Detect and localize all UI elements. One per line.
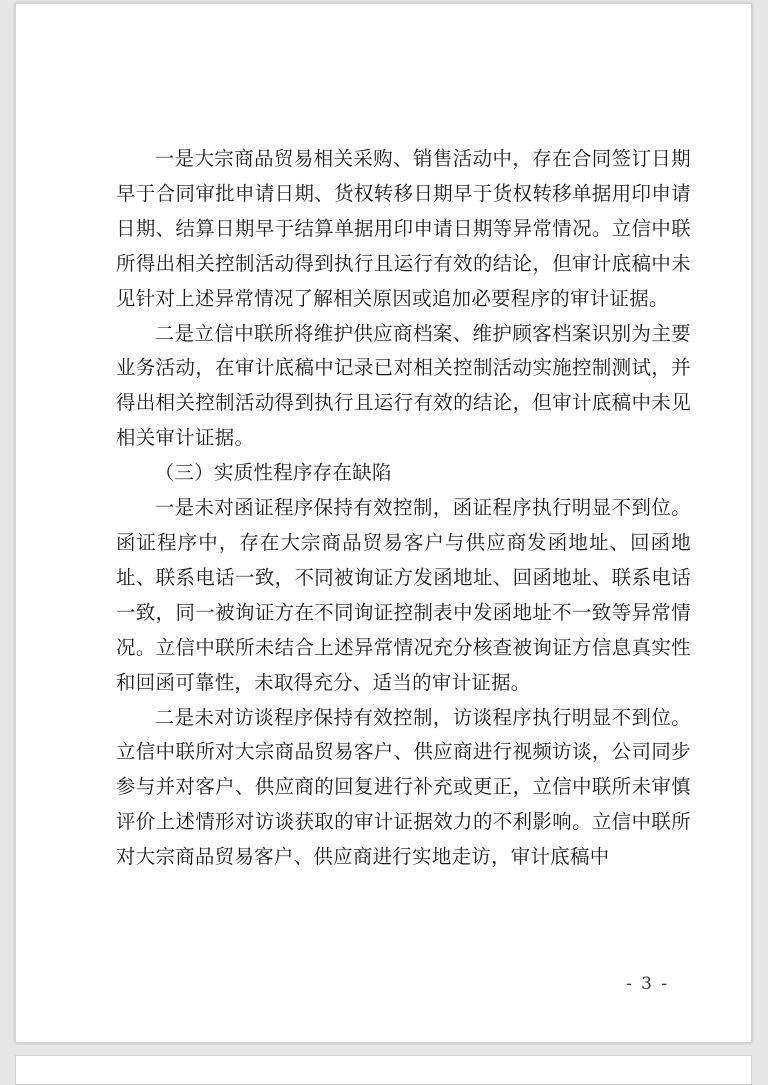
document-body bbox=[116, 142, 691, 875]
paragraph-3: 一是未对函证程序保持有效控制，函证程序执行明显不到位。函证程序中，存在大宗商品贸易客户与供应商发函地址、回函地址、联系电话一致，不同被询证方发函地址、回函地址、联系电话一致，同一被询证方在不同询证控制表中发函地址不一致等异常情况。立信中联所未结合上述异常情况充分核查被询证方信息真实性和回函可靠性，未取得充分、适当的审计证据。 bbox=[116, 496, 691, 694]
section-heading: （三）实质性程序存在缺陷 bbox=[154, 461, 392, 485]
paragraph-1: 一是大宗商品贸易相关采购、销售活动中，存在合同签订日期早于合同审批申请日期、货权转移日期早于货权转移单据用印申请日期、结算日期早于结算单据用印申请日期等异常情况。立信中联所得出相关控制活动得到执行且运行有效的结论，但审计底稿中未见针对上述异常情况了解相关原因或追加必要程序的审计证据。 bbox=[116, 147, 691, 310]
next-page-edge[interactable] bbox=[15, 1055, 752, 1085]
paragraph-4: 二是未对访谈程序保持有效控制，访谈程序执行明显不到位。立信中联所对大宗商品贸易客户、供应商进行视频访谈，公司同步参与并对客户、供应商的回复进行补充或更正，立信中联所未审慎评价上述情形对访谈获取的审计证据效力的不利影响。立信中联所对大宗商品贸易客户、供应商进行实地走访，审计底稿中 bbox=[116, 705, 691, 869]
document-page bbox=[15, 3, 752, 1043]
paragraph-2: 二是立信中联所将维护供应商档案、维护顾客档案识别为主要业务活动，在审计底稿中记录已对相关控制活动实施控制测试，并得出相关控制活动得到执行且运行有效的结论，但审计底稿中未见相关审计证据。 bbox=[116, 321, 691, 450]
page-number: - 3 - bbox=[626, 974, 670, 994]
